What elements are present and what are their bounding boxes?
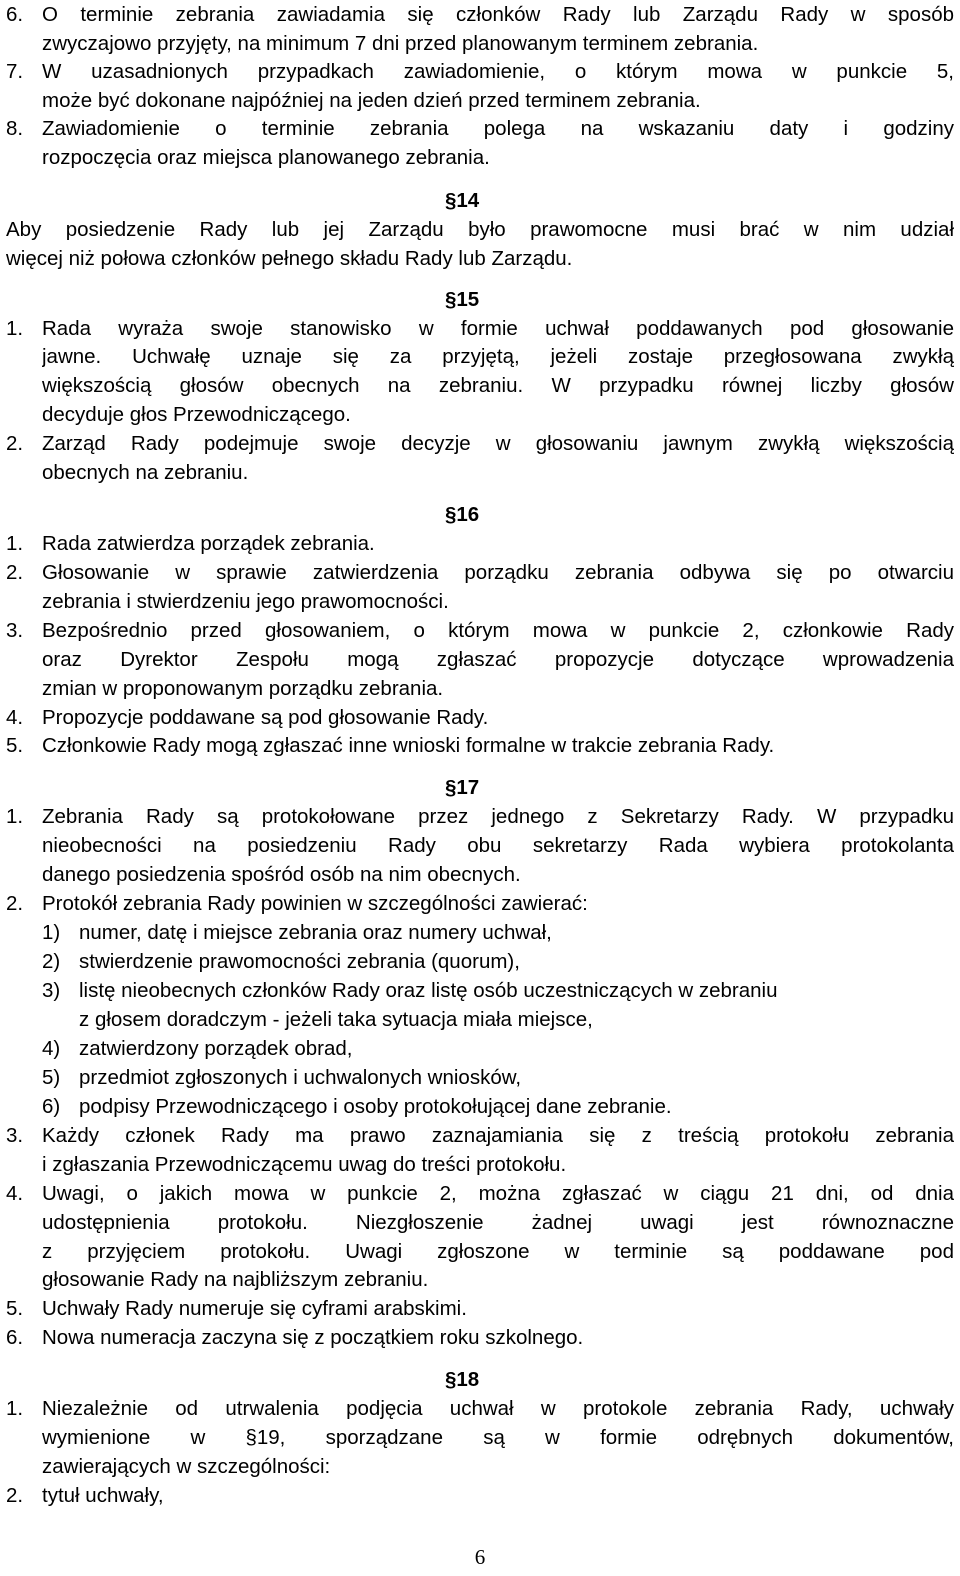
paragraph-text-line: więcej niż połowa członków pełnego składu Rady lub Zarządu. bbox=[6, 247, 573, 270]
item-text-line: Propozycje poddawane są pod głosowanie Rady. bbox=[42, 706, 489, 729]
sub-item-text-line: numer, datę i miejsce zebrania oraz numery uchwał, bbox=[79, 921, 552, 944]
list-item-continuation bbox=[0, 831, 960, 860]
item-text-line: może być dokonane najpóźniej na jeden dzień przed terminem zebrania. bbox=[42, 89, 701, 112]
list-item-continuation bbox=[0, 587, 960, 616]
list-item-continuation bbox=[0, 1150, 960, 1179]
sub-item-number: 4) bbox=[42, 1037, 61, 1060]
sub-item-text-line: przedmiot zgłoszonych i uchwalonych wniosków, bbox=[79, 1066, 522, 1089]
item-text-line: Zarząd Rady podejmuje swoje decyzje w głosowaniu jawnym zwykłą większością bbox=[42, 432, 954, 455]
item-text-line: oraz Dyrektor Zespołu mogą zgłaszać propozycje dotyczące wprowadzenia bbox=[42, 648, 954, 671]
item-text-line: decyduje głos Przewodniczącego. bbox=[42, 403, 351, 426]
item-text-line: Niezależnie od utrwalenia podjęcia uchwał w protokole zebrania Rady, uchwały bbox=[42, 1397, 954, 1420]
sub-list-item bbox=[0, 976, 960, 1005]
paragraph-text-line: Aby posiedzenie Rady lub jej Zarządu było prawomocne musi brać w nim udział bbox=[6, 218, 954, 241]
section-heading-17 bbox=[0, 773, 960, 802]
list-item-continuation bbox=[0, 1423, 960, 1452]
section-heading-16 bbox=[0, 500, 960, 529]
section-heading: §15 bbox=[445, 288, 480, 311]
list-item bbox=[0, 731, 960, 760]
section-heading: §14 bbox=[445, 189, 480, 212]
item-text-line: większością głosów obecnych na zebraniu. W przypadku równej liczby głosów bbox=[42, 374, 954, 397]
sub-item-number: 2) bbox=[42, 950, 61, 973]
list-item bbox=[0, 1323, 960, 1352]
list-item bbox=[0, 1481, 960, 1510]
item-text-line: jawne. Uchwałę uznaje się za przyjętą, jeżeli zostaje przegłosowana zwykłą bbox=[42, 345, 954, 368]
sub-list-item bbox=[0, 918, 960, 947]
sub-item-number: 3) bbox=[42, 979, 61, 1002]
item-text-line: W uzasadnionych przypadkach zawiadomienie, o którym mowa w punkcie 5, bbox=[42, 60, 954, 83]
list-item bbox=[0, 889, 960, 918]
item-number: 2. bbox=[6, 892, 24, 915]
item-text-line: Każdy członek Rady ma prawo zaznajamiania się z treścią protokołu zebrania bbox=[42, 1124, 954, 1147]
item-number: 1. bbox=[6, 317, 24, 340]
sub-item-text-line: podpisy Przewodniczącego i osoby protokołującej dane zebranie. bbox=[79, 1095, 672, 1118]
item-text-line: Rada zatwierdza porządek zebrania. bbox=[42, 532, 375, 555]
item-text-line: z przyjęciem protokołu. Uwagi zgłoszone w terminie są poddawane pod bbox=[42, 1240, 954, 1263]
section-heading: §18 bbox=[445, 1368, 480, 1391]
list-item-continuation bbox=[0, 674, 960, 703]
list-item bbox=[0, 1394, 960, 1423]
item-text-line: zmian w proponowanym porządku zebrania. bbox=[42, 677, 444, 700]
list-item-continuation bbox=[0, 29, 960, 58]
item-number: 2. bbox=[6, 432, 24, 455]
item-number: 7. bbox=[6, 60, 24, 83]
list-item bbox=[0, 429, 960, 458]
section-heading: §16 bbox=[445, 503, 480, 526]
list-item-continuation bbox=[0, 1208, 960, 1237]
list-item bbox=[0, 114, 960, 143]
item-text-line: zwyczajowo przyjęty, na minimum 7 dni przed planowanym terminem zebrania. bbox=[42, 32, 759, 55]
section-heading-15 bbox=[0, 285, 960, 314]
sub-list-item bbox=[0, 947, 960, 976]
item-number: 8. bbox=[6, 117, 24, 140]
item-text-line: tytuł uchwały, bbox=[42, 1484, 164, 1507]
list-item-continuation bbox=[0, 1452, 960, 1481]
item-number: 5. bbox=[6, 734, 24, 757]
item-number: 1. bbox=[6, 1397, 24, 1420]
list-item bbox=[0, 57, 960, 86]
sub-list-item bbox=[0, 1063, 960, 1092]
item-text-line: Bezpośrednio przed głosowaniem, o którym mowa w punkcie 2, członkowie Rady bbox=[42, 619, 954, 642]
list-item-continuation bbox=[0, 1237, 960, 1266]
item-number: 2. bbox=[6, 561, 24, 584]
item-text-line: Uwagi, o jakich mowa w punkcie 2, można zgłaszać w ciągu 21 dni, od dnia bbox=[42, 1182, 954, 1205]
item-text-line: obecnych na zebraniu. bbox=[42, 461, 249, 484]
item-text-line: głosowanie Rady na najbliższym zebraniu. bbox=[42, 1268, 429, 1291]
item-text-line: Protokół zebrania Rady powinien w szczególności zawierać: bbox=[42, 892, 588, 915]
list-item-continuation bbox=[0, 400, 960, 429]
item-number: 2. bbox=[6, 1484, 24, 1507]
sub-list-item bbox=[0, 1092, 960, 1121]
item-text-line: wymienione w §19, sporządzane są w formie odrębnych dokumentów, bbox=[42, 1426, 954, 1449]
item-text-line: Rada wyraża swoje stanowisko w formie uchwał poddawanych pod głosowanie bbox=[42, 317, 954, 340]
list-item bbox=[0, 0, 960, 29]
sub-item-number: 6) bbox=[42, 1095, 61, 1118]
item-text-line: Zawiadomienie o terminie zebrania polega na wskazaniu daty i godziny bbox=[42, 117, 954, 140]
item-text-line: i zgłaszania Przewodniczącemu uwag do treści protokołu. bbox=[42, 1153, 567, 1176]
list-item-continuation bbox=[0, 86, 960, 115]
list-item bbox=[0, 703, 960, 732]
item-text-line: Uchwały Rady numeruje się cyframi arabskimi. bbox=[42, 1297, 467, 1320]
item-number: 6. bbox=[6, 3, 24, 26]
list-item-continuation bbox=[0, 860, 960, 889]
section-heading-18 bbox=[0, 1365, 960, 1394]
item-text-line: zebrania i stwierdzeniu jego prawomocności. bbox=[42, 590, 449, 613]
item-text-line: Zebrania Rady są protokołowane przez jednego z Sekretarzy Rady. W przypadku bbox=[42, 805, 954, 828]
sub-item-number: 5) bbox=[42, 1066, 61, 1089]
item-text-line: Nowa numeracja zaczyna się z początkiem roku szkolnego. bbox=[42, 1326, 584, 1349]
paragraph-line bbox=[0, 215, 960, 244]
item-number: 6. bbox=[6, 1326, 24, 1349]
sub-list-item bbox=[0, 1034, 960, 1063]
list-item-continuation bbox=[0, 1265, 960, 1294]
paragraph-line bbox=[0, 244, 960, 273]
list-item-continuation bbox=[0, 645, 960, 674]
list-item bbox=[0, 558, 960, 587]
list-item bbox=[0, 529, 960, 558]
list-item-continuation bbox=[0, 458, 960, 487]
item-text-line: O terminie zebrania zawiadamia się członków Rady lub Zarządu Rady w sposób bbox=[42, 3, 954, 26]
sub-item-text-line: listę nieobecnych członków Rady oraz listę osób uczestniczących w zebraniu bbox=[79, 979, 778, 1002]
section-heading-14 bbox=[0, 186, 960, 215]
sub-item-text-line: stwierdzenie prawomocności zebrania (quorum), bbox=[79, 950, 520, 973]
list-item bbox=[0, 1294, 960, 1323]
list-item-continuation bbox=[0, 371, 960, 400]
item-text-line: rozpoczęcia oraz miejsca planowanego zebrania. bbox=[42, 146, 490, 169]
item-number: 5. bbox=[6, 1297, 24, 1320]
item-text-line: Głosowanie w sprawie zatwierdzenia porządku zebrania odbywa się po otwarciu bbox=[42, 561, 954, 584]
list-item bbox=[0, 802, 960, 831]
sub-item-text-line: zatwierdzony porządek obrad, bbox=[79, 1037, 353, 1060]
item-number: 1. bbox=[6, 532, 24, 555]
section-heading: §17 bbox=[445, 776, 480, 799]
item-number: 4. bbox=[6, 706, 24, 729]
list-item-continuation bbox=[0, 143, 960, 172]
item-number: 3. bbox=[6, 619, 24, 642]
item-text-line: zawierających w szczególności: bbox=[42, 1455, 331, 1478]
sub-item-number: 1) bbox=[42, 921, 61, 944]
list-item bbox=[0, 1121, 960, 1150]
item-text-line: udostępnienia protokołu. Niezgłoszenie żadnej uwagi jest równoznaczne bbox=[42, 1211, 954, 1234]
item-text-line: Członkowie Rady mogą zgłaszać inne wnioski formalne w trakcie zebrania Rady. bbox=[42, 734, 775, 757]
list-item-continuation bbox=[0, 342, 960, 371]
list-item bbox=[0, 616, 960, 645]
sub-list-item-continuation bbox=[0, 1005, 960, 1034]
item-number: 3. bbox=[6, 1124, 24, 1147]
sub-item-text-line: z głosem doradczym - jeżeli taka sytuacja miała miejsce, bbox=[79, 1008, 593, 1031]
list-item bbox=[0, 314, 960, 343]
item-text-line: danego posiedzenia spośród osób na nim obecnych. bbox=[42, 863, 521, 886]
page-number: 6 bbox=[474, 1545, 486, 1569]
item-number: 1. bbox=[6, 805, 24, 828]
item-number: 4. bbox=[6, 1182, 24, 1205]
list-item bbox=[0, 1179, 960, 1208]
item-text-line: nieobecności na posiedzeniu Rady obu sekretarzy Rada wybiera protokolanta bbox=[42, 834, 954, 857]
